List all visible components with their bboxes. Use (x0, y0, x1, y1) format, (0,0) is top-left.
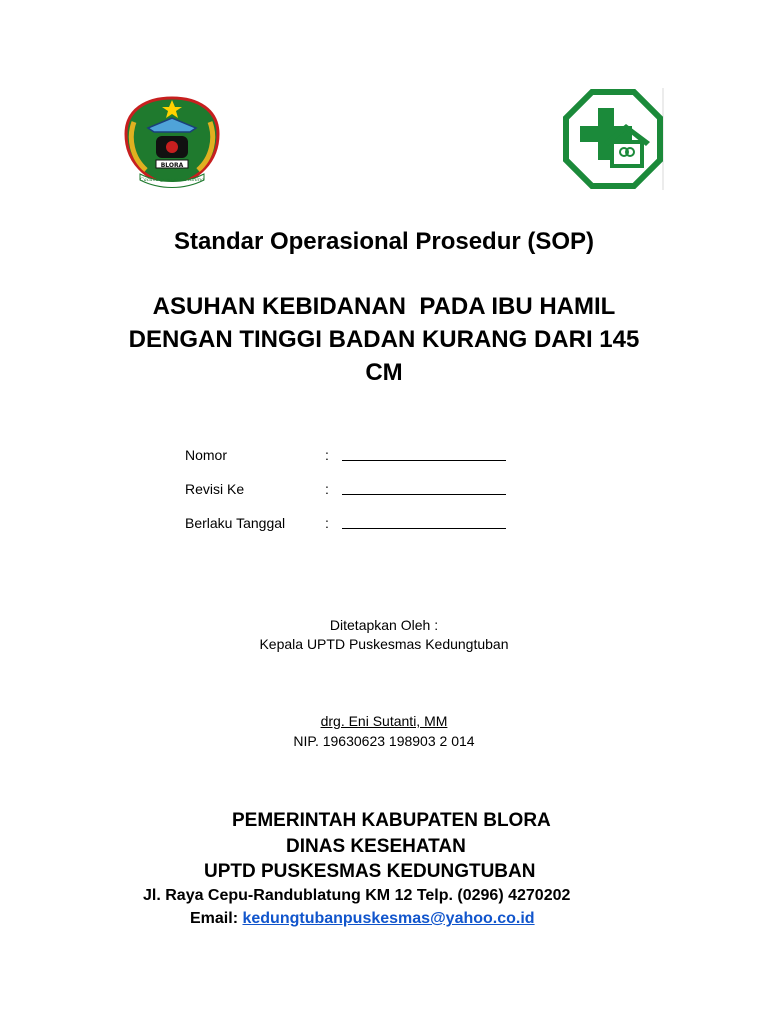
berlaku-colon: : (325, 515, 329, 531)
puskesmas-logo-icon (560, 86, 666, 192)
footer-puskesmas: UPTD PUSKESMAS KEDUNGTUBAN (204, 861, 536, 882)
revisi-label: Revisi Ke (185, 481, 245, 497)
signer-name-text: drg. Eni Sutanti, MM (320, 713, 448, 729)
blora-regency-emblem-icon (120, 92, 225, 190)
nomor-blank-line (342, 459, 506, 461)
title-line-1: ASUHAN KEBIDANAN PADA IBU HAMIL (152, 293, 616, 320)
footer-address: Jl. Raya Cepu-Randublatung KM 12 Telp. (0296) 4270202 (143, 887, 571, 904)
revisi-colon: : (325, 481, 329, 497)
berlaku-label: Berlaku Tanggal (185, 515, 286, 531)
footer-department: DINAS KESEHATAN (286, 836, 466, 857)
signer-name (0, 713, 768, 729)
title-line-2: DENGAN TINGGI BADAN KURANG DARI 145 (128, 326, 640, 353)
document-title (90, 290, 678, 389)
nomor-colon: : (325, 447, 329, 463)
title-line-3: CM (365, 359, 403, 386)
sop-title: Standar Operasional Prosedur (SOP) (173, 228, 595, 255)
signer-nip: NIP. 19630623 198903 2 014 (293, 733, 475, 749)
svg-text:BLORA: BLORA (160, 162, 184, 169)
email-link[interactable]: kedungtubanpuskesmas@yahoo.co.id (242, 910, 535, 927)
berlaku-blank-line (342, 527, 506, 529)
nomor-label: Nomor (185, 447, 228, 463)
svg-text:Cacana gasa jarea tanina: Cacana gasa jarea tanina (139, 177, 205, 183)
revisi-blank-line (342, 493, 506, 495)
email-label: Email: (190, 910, 239, 927)
established-by: Ditetapkan Oleh : (329, 617, 439, 633)
position-title: Kepala UPTD Puskesmas Kedungtuban (259, 636, 509, 652)
footer-email (190, 910, 535, 928)
footer-government: PEMERINTAH KABUPATEN BLORA (232, 810, 551, 831)
